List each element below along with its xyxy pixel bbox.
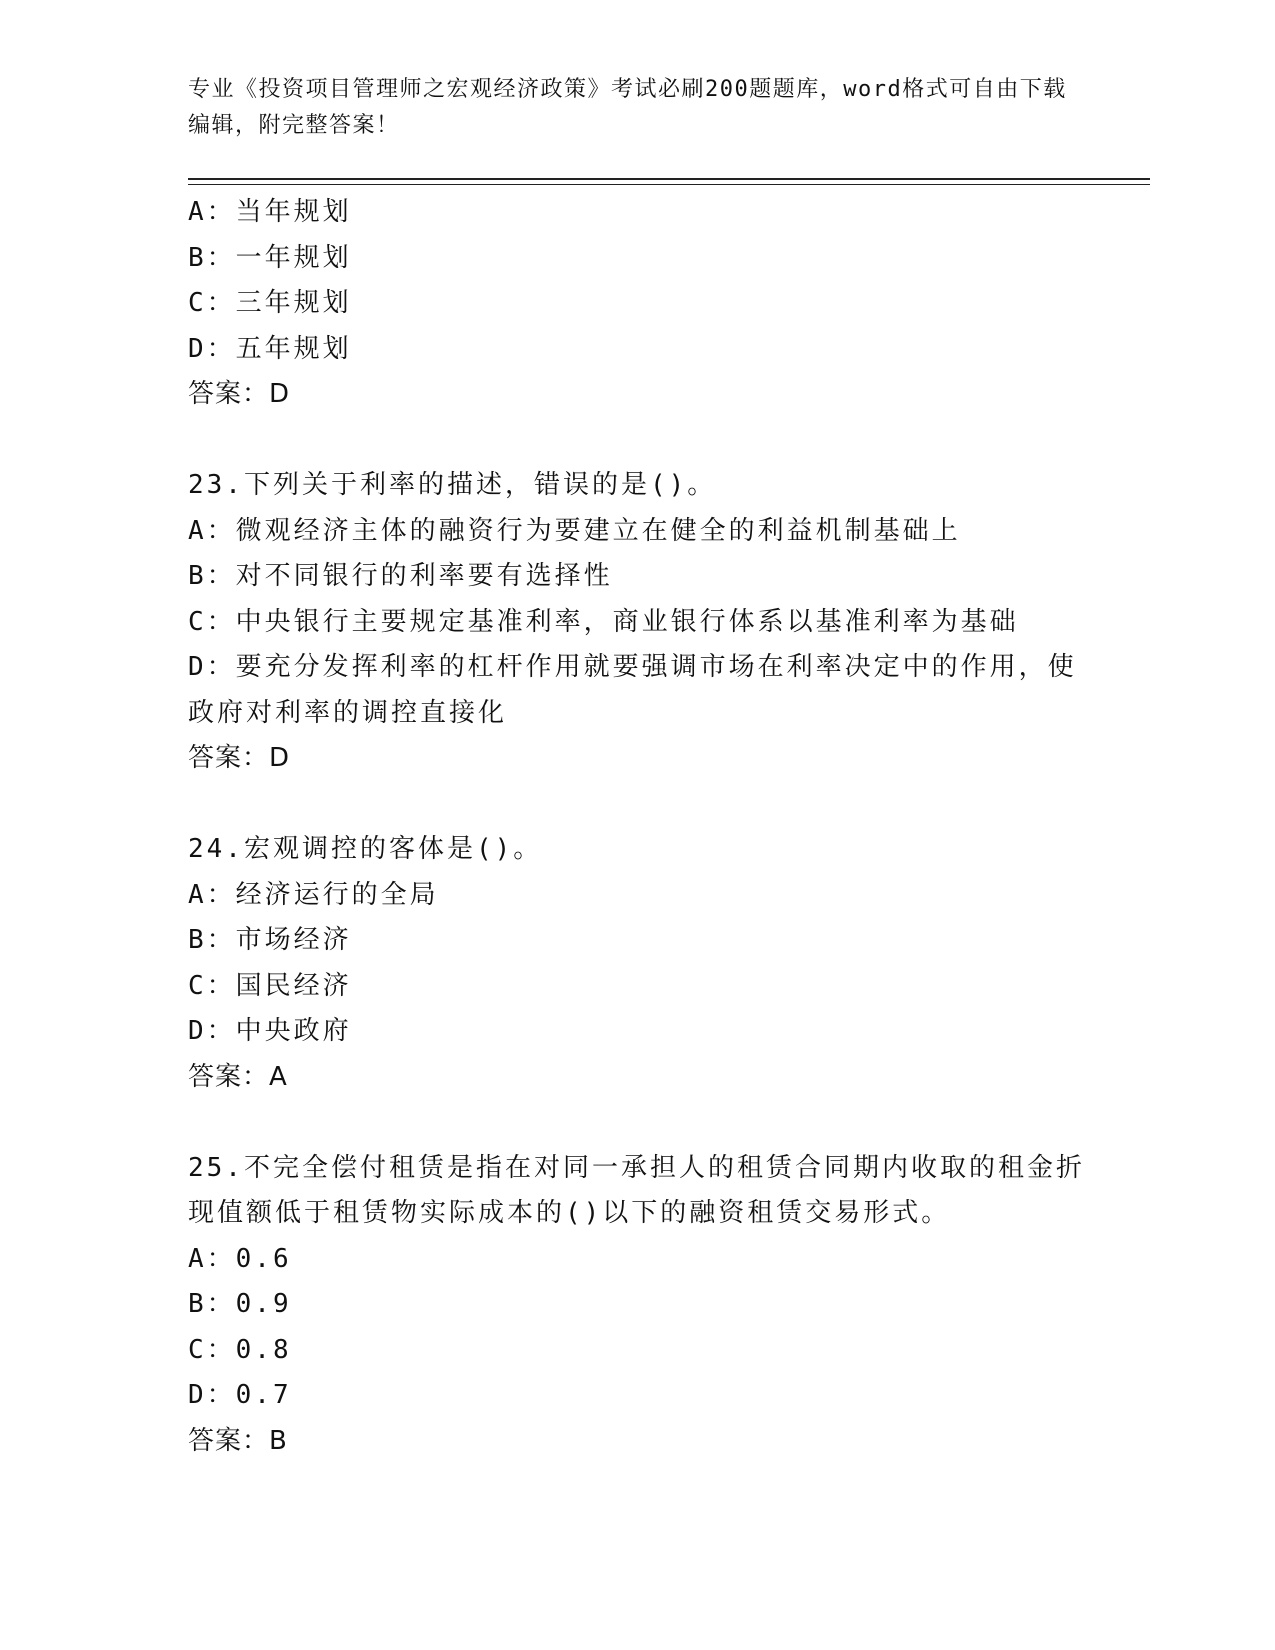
answer-line: 答案：A bbox=[188, 1061, 288, 1092]
question-stem-continued: 现值额低于租赁物实际成本的()以下的融资租赁交易形式。 bbox=[188, 1198, 951, 1228]
option-d-continued: 政府对利率的调控直接化 bbox=[188, 697, 508, 728]
option-c: C：0.8 bbox=[188, 1334, 292, 1365]
answer-line: 答案：B bbox=[188, 1425, 288, 1456]
document-header: 专业《投资项目管理师之宏观经济政策》考试必刷200题题库，word格式可自由下载编辑，附完整答案！ bbox=[188, 77, 1067, 138]
option-b: B：对不同银行的利率要有选择性 bbox=[188, 561, 613, 591]
option-a: A：微观经济主体的融资行为要建立在健全的利益机制基础上 bbox=[188, 515, 961, 546]
option-b: B：市场经济 bbox=[188, 925, 352, 955]
option-a: A：经济运行的全局 bbox=[188, 879, 439, 910]
spacer bbox=[188, 782, 1088, 828]
question-22 bbox=[188, 190, 1088, 418]
option-d: D：五年规划 bbox=[188, 333, 352, 364]
option-d: D：中央政府 bbox=[188, 1016, 352, 1046]
option-a: A：0.6 bbox=[188, 1243, 292, 1274]
spacer bbox=[188, 418, 1088, 464]
question-stem: 23.下列关于利率的描述，错误的是()。 bbox=[188, 470, 717, 500]
option-c: C：国民经济 bbox=[188, 970, 352, 1001]
option-b: B：0.9 bbox=[188, 1289, 292, 1319]
question-stem: 25.不完全偿付租赁是指在对同一承担人的租赁合同期内收取的租金折 bbox=[188, 1152, 1085, 1183]
answer-line: 答案：D bbox=[188, 743, 291, 773]
question-stem: 24.宏观调控的客体是()。 bbox=[188, 834, 543, 864]
header-divider bbox=[188, 178, 1150, 180]
option-d: D：要充分发挥利率的杠杆作用就要强调市场在利率决定中的作用，使 bbox=[188, 652, 1077, 682]
question-24 bbox=[188, 827, 1088, 1100]
spacer bbox=[188, 1100, 1088, 1146]
option-c: C：三年规划 bbox=[188, 288, 352, 318]
answer-line: 答案：D bbox=[188, 379, 291, 409]
question-23 bbox=[188, 463, 1088, 782]
header-divider-thin bbox=[188, 184, 1150, 185]
question-list bbox=[188, 190, 1088, 1464]
option-d: D：0.7 bbox=[188, 1380, 292, 1410]
option-c: C：中央银行主要规定基准利率，商业银行体系以基准利率为基础 bbox=[188, 606, 1019, 637]
question-25 bbox=[188, 1146, 1088, 1465]
option-a: A：当年规划 bbox=[188, 197, 352, 227]
option-b: B：一年规划 bbox=[188, 242, 352, 273]
